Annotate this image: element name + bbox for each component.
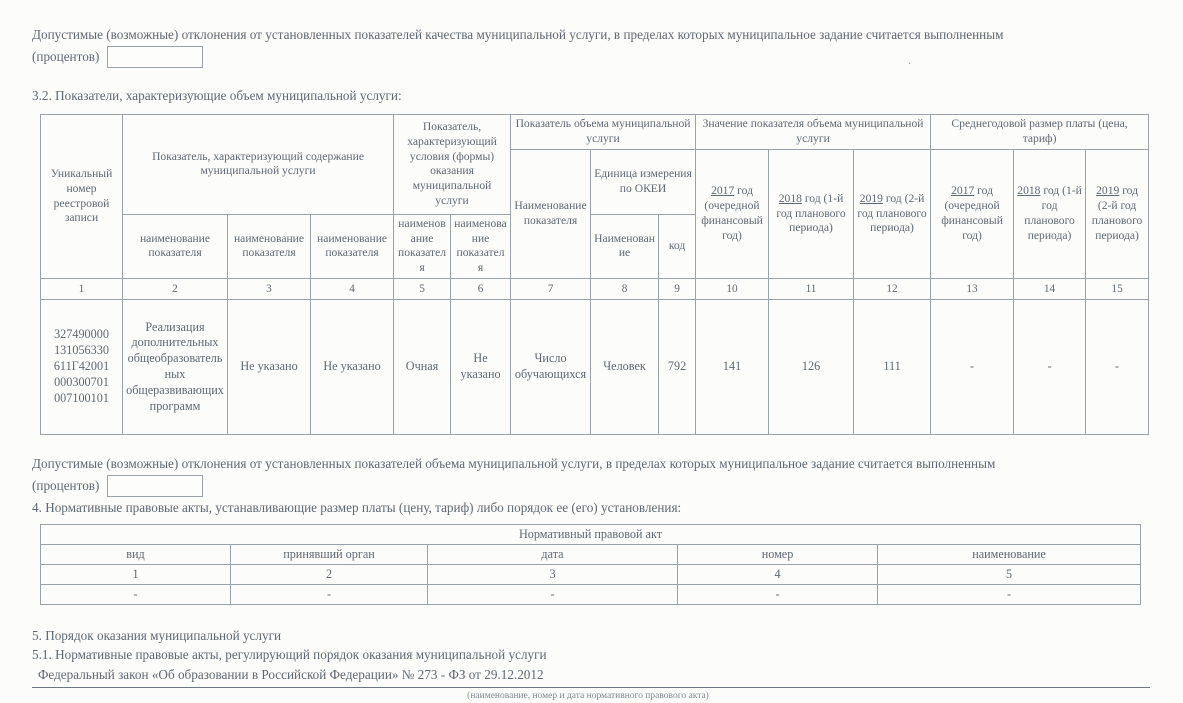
year-note: год (2-й год планового периода) [857,191,927,235]
col-number-cell: 10 [696,279,769,300]
law-reference-line: Федеральный закон «Об образовании в Российской Федерации» № 273 - ФЗ от 29.12.2012 [32,665,1150,688]
col-number-cell: 12 [854,279,931,300]
col-number-cell: 1 [41,279,123,300]
th-year-2019-price [1086,149,1149,278]
quality-percent-input[interactable] [107,46,203,68]
year-underlined: 2017 [711,184,735,198]
cell-registry-number: 327490000 131056330 611Г42001 000300701 007100101 [41,300,123,435]
year-note: год (очередной финансовый год) [941,184,1003,242]
cell-price-2017: - [931,300,1014,435]
volume-percent-input[interactable] [107,475,203,497]
col-number-cell: 3 [228,279,311,300]
act-kind-cell: - [41,585,231,605]
quality-percent-label: (процентов) [32,49,100,65]
th-unit-name: Наименование [591,214,659,278]
cell-condition-2: Не указано [451,300,511,435]
col-number-cell: 5 [878,565,1141,585]
volume-indicators-table [40,114,1149,435]
th-year-2019-value [854,149,931,278]
cell-price-2019: - [1086,300,1149,435]
column-number-row [41,279,1149,300]
act-name-cell: - [878,585,1141,605]
section-32-title: 3.2. Показатели, характеризующие объем муниципальной услуги: [32,88,402,104]
th-unit-okei-group: Единица измерения по ОКЕИ [591,149,696,214]
th-act-name: наименование [878,545,1141,565]
th-sub-name-indicator: наименование показателя [123,214,228,278]
cell-content-name: Реализация дополнительных общеобразовательных общеразвивающих программ [123,300,228,435]
col-number-cell: 3 [428,565,678,585]
col-number-cell: 5 [394,279,451,300]
cell-value-2017: 141 [696,300,769,435]
col-number-cell: 9 [659,279,696,300]
quality-deviation-text: Допустимые (возможные) отклонения от установленных показателей качества муниципальной услуги, в пределах которых муниципальное задание считается выполненным [32,27,1004,42]
col-number-cell: 6 [451,279,511,300]
section-4-title: 4. Нормативные правовые акты, устанавливающие размер платы (цену, тариф) либо порядок ее (его) установления: [32,500,682,516]
scan-artifact-dot: . [908,52,912,67]
th-group-price: Среднегодовой размер платы (цена, тариф) [931,115,1149,150]
cell-content-2: Не указано [228,300,311,435]
section-5-block [32,627,1155,703]
th-year-2017-price [931,149,1014,278]
cell-unit-name: Человек [591,300,659,435]
year-note: год (2-й год планового периода) [1091,184,1143,242]
service-data-row [41,300,1149,435]
th-act-authority: принявший орган [231,545,428,565]
col-number-cell: 7 [511,279,591,300]
act-authority-cell: - [231,585,428,605]
th-act-kind: вид [41,545,231,565]
col-number-cell: 13 [931,279,1014,300]
th-indicator-name: Наименование показателя [511,149,591,278]
volume-percent-line [32,475,1155,497]
col-number-cell: 2 [123,279,228,300]
quality-percent-line [32,46,1155,68]
col-number-cell: 1 [41,565,231,585]
year-underlined: 2018 [778,191,802,205]
th-year-2017-value [696,149,769,278]
cell-value-2018: 126 [769,300,854,435]
legal-acts-table [40,524,1141,605]
year-note: год (очередной финансовый год) [701,184,763,242]
cell-unit-code: 792 [659,300,696,435]
th-sub-name-indicator: наименование показателя [394,214,451,278]
act-number-cell: - [678,585,878,605]
year-underlined: 2018 [1017,184,1041,198]
th-group-conditions: Показатель, характеризующий условия (формы) оказания муниципальной услуги [394,115,511,215]
section-5-title: 5. Порядок оказания муниципальной услуги [32,628,282,644]
th-year-2018-price [1014,149,1086,278]
year-underlined: 2017 [951,184,975,198]
col-number-cell: 2 [231,565,428,585]
th-sub-name-indicator: наименование показателя [228,214,311,278]
col-number-cell: 8 [591,279,659,300]
th-unit-code: код [659,214,696,278]
act-date-cell: - [428,585,678,605]
th-act-number: номер [678,545,878,565]
year-underlined: 2019 [1096,184,1120,198]
cell-condition-form: Очная [394,300,451,435]
th-group-value: Значение показателя объема муниципальной услуги [696,115,931,150]
year-note: год (1-й год планового периода) [776,191,846,235]
th-group-content: Показатель, характеризующий содержание муниципальной услуги [123,115,394,215]
col-number-cell: 11 [769,279,854,300]
th-sub-name-indicator: наименование показателя [311,214,394,278]
acts-number-row [41,565,1141,585]
th-group-volume: Показатель объема муниципальной услуги [511,115,696,150]
section-51-title: 5.1. Нормативные правовые акты, регулирующий порядок оказания муниципальной услуги [32,647,547,663]
year-note: год (1-й год планового периода) [1024,184,1082,242]
col-number-cell: 14 [1014,279,1086,300]
col-number-cell: 15 [1086,279,1149,300]
cell-content-3: Не указано [311,300,394,435]
year-underlined: 2019 [859,191,883,205]
cell-price-2018: - [1014,300,1086,435]
volume-deviation-text: Допустимые (возможные) отклонения от установленных показателей объема муниципальной услуги, в пределах которых муниципальное задание считается выполненным [32,456,996,472]
col-number-cell: 4 [311,279,394,300]
th-year-2018-value [769,149,854,278]
law-reference-caption: (наименование, номер и дата нормативного правового акта) [467,690,709,701]
acts-group-header-row [41,525,1141,545]
th-acts-group: Нормативный правовой акт [41,525,1141,545]
cell-indicator-name: Число обучающихся [511,300,591,435]
th-sub-name-indicator: наименование показателя [451,214,511,278]
col-number-cell: 4 [678,565,878,585]
header-row-groups [41,115,1149,150]
cell-value-2019: 111 [854,300,931,435]
acts-data-row [41,585,1141,605]
volume-percent-label: (процентов) [32,478,100,494]
acts-columns-row [41,545,1141,565]
th-act-date: дата [428,545,678,565]
th-unique-registry-number: Уникальный номер реестровой записи [41,115,123,279]
